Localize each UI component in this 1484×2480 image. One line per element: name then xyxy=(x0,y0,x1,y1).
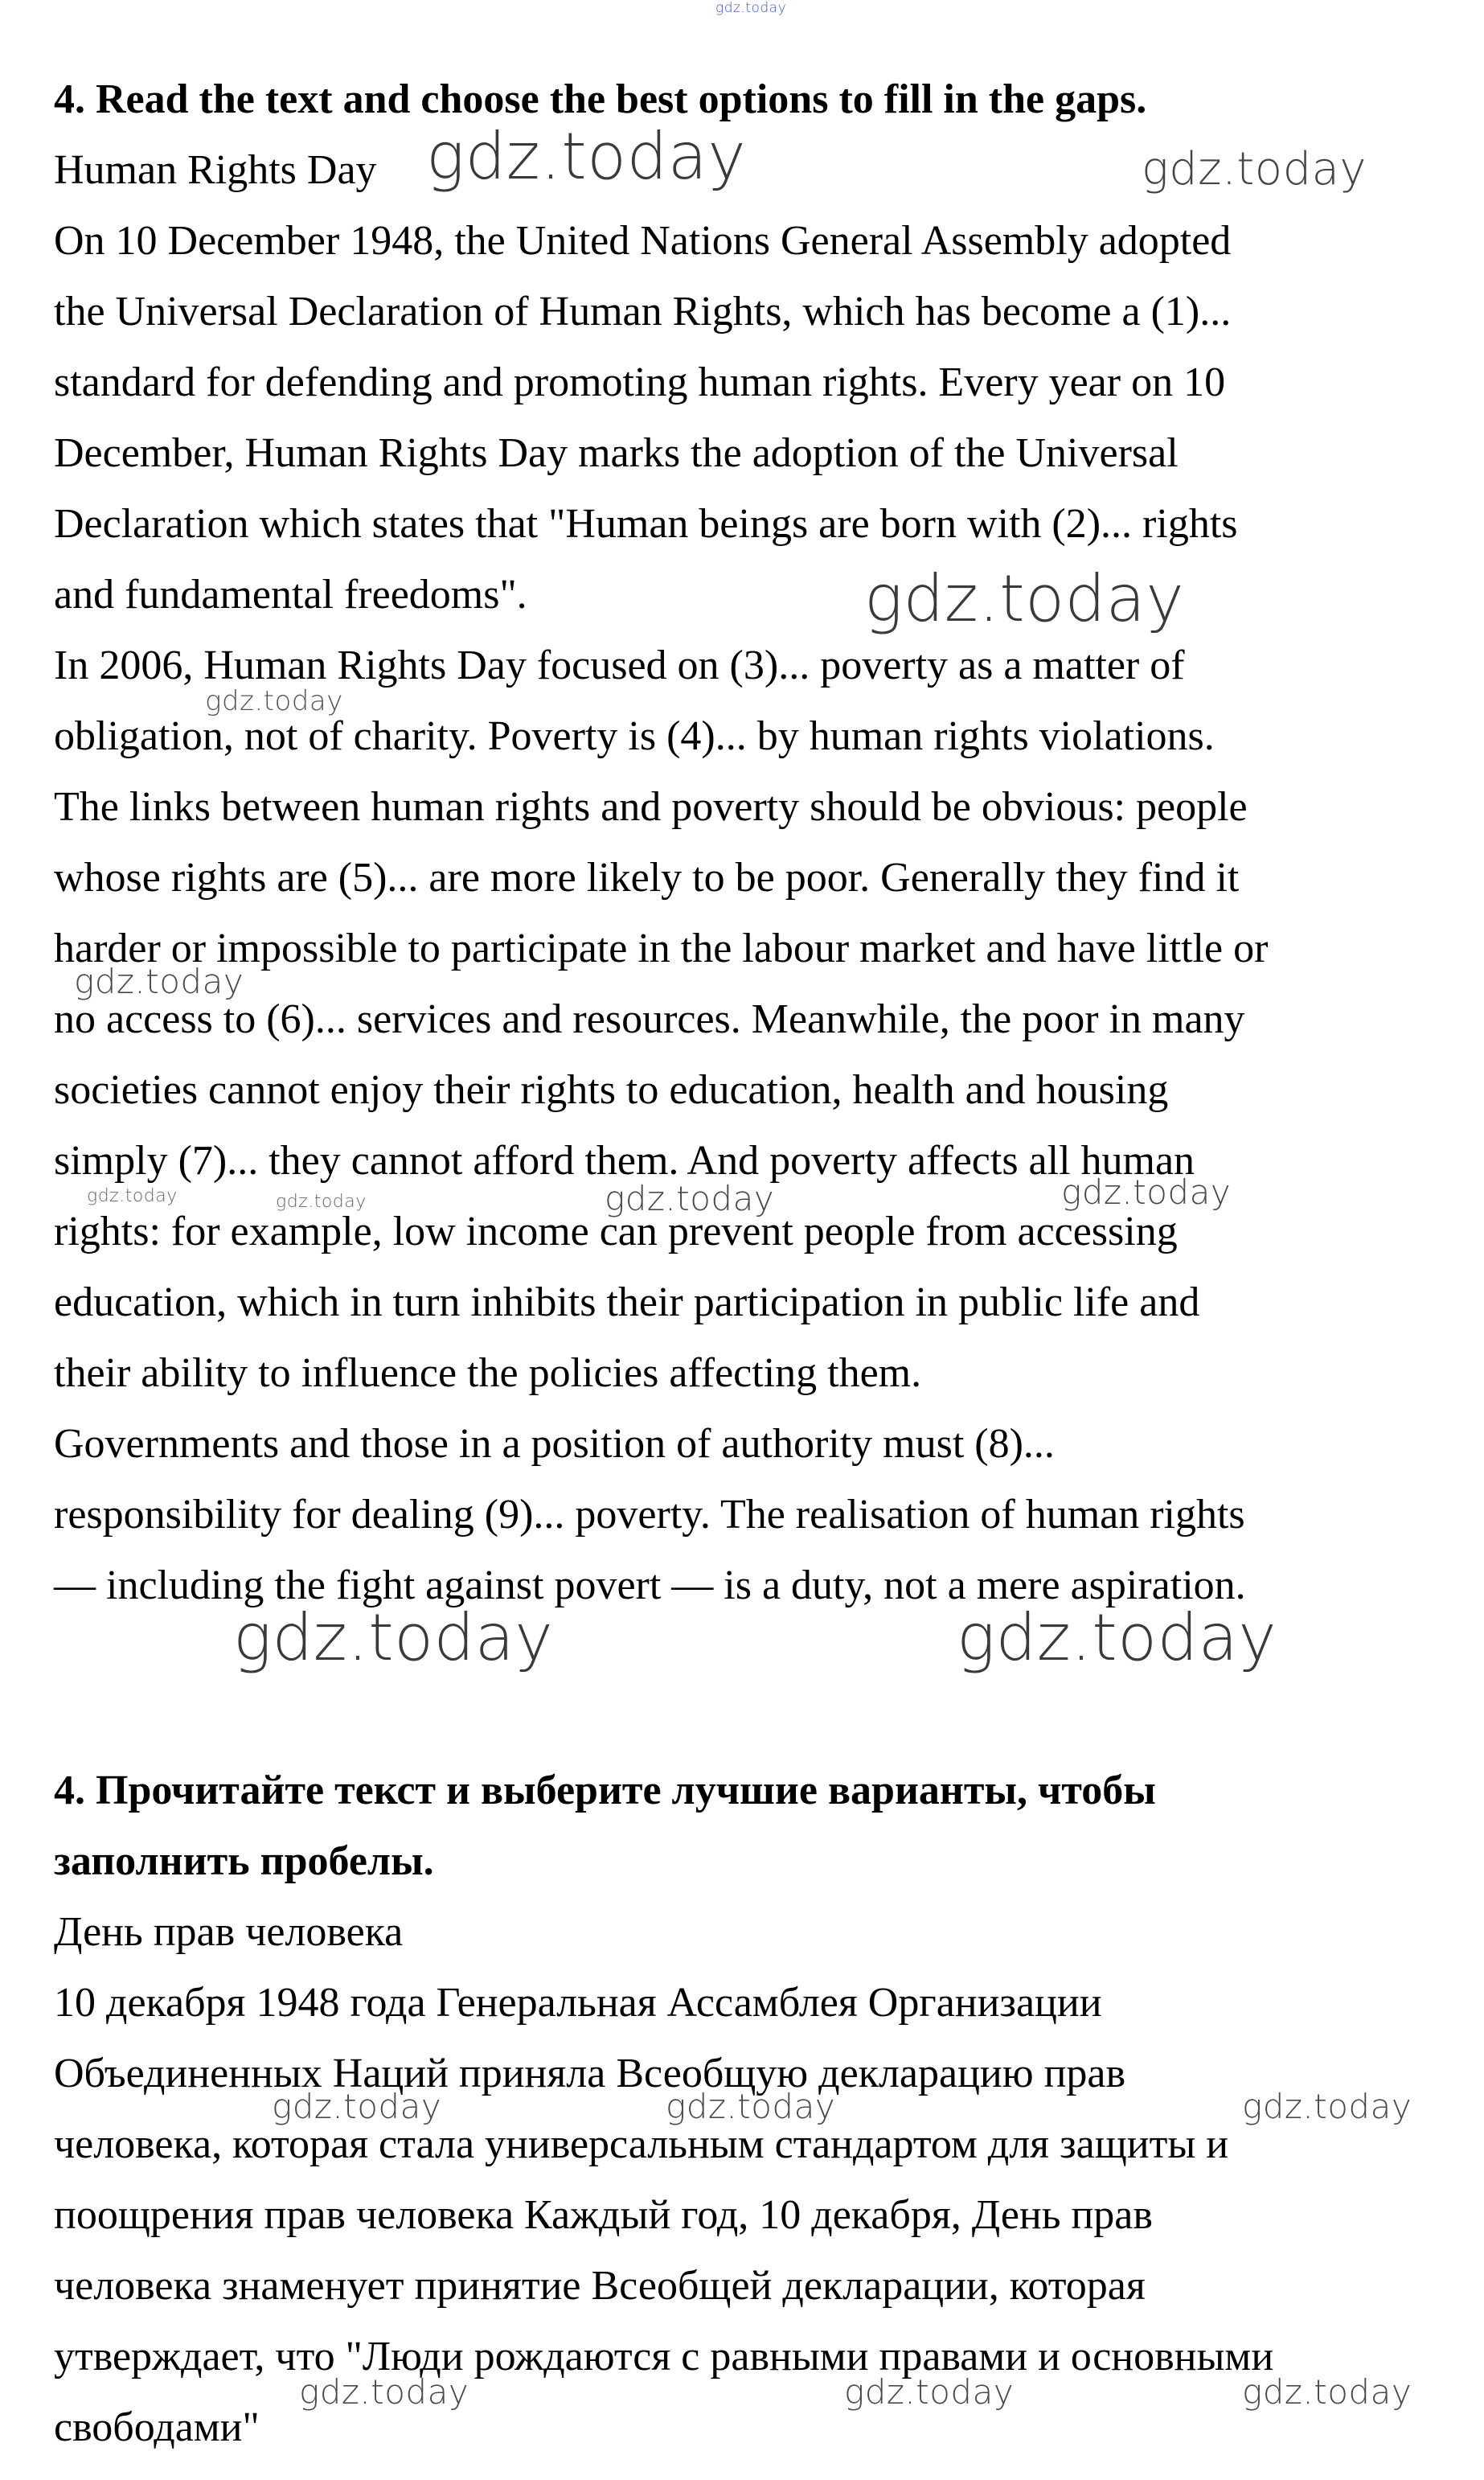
paragraph-line: simply (7)... they cannot afford them. And poverty affects all human xyxy=(54,1138,1195,1184)
watermark: gdz.today xyxy=(87,1186,178,1206)
watermark: gdz.today xyxy=(233,1600,554,1675)
text-title-ru: День прав человека xyxy=(54,1909,404,1955)
paragraph-line: and fundamental freedoms". xyxy=(54,572,527,618)
watermark: gdz.today xyxy=(1242,2372,1412,2412)
paragraph-line: свободами" xyxy=(54,2404,260,2450)
paragraph-line: The links between human rights and poverty should be obvious: people xyxy=(54,784,1248,830)
english-exercise xyxy=(54,64,1469,1621)
paragraph-line: Governments and those in a position of authority must (8)... xyxy=(54,1421,1055,1467)
paragraph-line: 10 декабря 1948 года Генеральная Ассамблея Организации xyxy=(54,1980,1102,2026)
paragraph-line: On 10 December 1948, the United Nations General Assembly adopted xyxy=(54,218,1232,264)
paragraph-line: societies cannot enjoy their rights to education, health and housing xyxy=(54,1067,1169,1113)
paragraph-line: education, which in turn inhibits their participation in public life and xyxy=(54,1279,1200,1325)
text-title-en: Human Rights Day xyxy=(54,147,377,193)
exercise-heading-ru-cont: заполнить пробелы. xyxy=(54,1838,434,1884)
watermark: gdz.today xyxy=(957,1600,1277,1675)
paragraph-line: their ability to influence the policies affecting them. xyxy=(54,1350,922,1396)
watermark: gdz.today xyxy=(1242,2087,1412,2126)
paragraph-line: человека знаменует принятие Всеобщей декларации, которая xyxy=(54,2263,1146,2309)
paragraph-line: the Universal Declaration of Human Rights, which has become a (1)... xyxy=(54,289,1232,335)
exercise-heading-en: 4. Read the text and choose the best options to fill in the gaps. xyxy=(54,76,1147,122)
paragraph-line: standard for defending and promoting human rights. Every year on 10 xyxy=(54,359,1226,405)
paragraph-line: Объединенных Наций приняла Всеобщую декларацию прав xyxy=(54,2051,1126,2096)
paragraph-line: поощрения прав человека Каждый год, 10 декабря, День прав xyxy=(54,2192,1153,2238)
paragraph-line: obligation, not of charity. Poverty is (4)... by human rights violations. xyxy=(54,713,1215,759)
watermark: gdz.today xyxy=(864,561,1185,636)
paragraph-line: no access to (6)... services and resources. Meanwhile, the poor in many xyxy=(54,996,1245,1042)
paragraph-line: harder or impossible to participate in the labour market and have little or xyxy=(54,926,1269,971)
exercise-heading-ru: 4. Прочитайте текст и выберите лучшие варианты, чтобы xyxy=(54,1768,1156,1813)
paragraph-line: responsibility for dealing (9)... poverty. The realisation of human rights xyxy=(54,1492,1245,1538)
watermark: gdz.today xyxy=(299,2372,469,2412)
watermark: gdz.today xyxy=(844,2372,1015,2412)
paragraph-line: December, Human Rights Day marks the adoption of the Universal xyxy=(54,430,1179,476)
paragraph-line: rights: for example, low income can prevent people from accessing xyxy=(54,1209,1178,1254)
watermark: gdz.today xyxy=(605,1179,775,1218)
watermark: gdz.today xyxy=(666,2087,836,2126)
watermark: gdz.today xyxy=(74,962,244,1001)
watermark: gdz.today xyxy=(715,0,787,16)
watermark: gdz.today xyxy=(272,2087,442,2126)
paragraph-line: утверждает, что "Люди рождаются с равными правами и основными xyxy=(54,2334,1274,2379)
watermark: gdz.today xyxy=(1142,143,1367,195)
paragraph-line: Declaration which states that "Human beings are born with (2)... rights xyxy=(54,501,1238,547)
paragraph-line: whose rights are (5)... are more likely to be poor. Generally they find it xyxy=(54,855,1240,901)
watermark: gdz.today xyxy=(276,1192,367,1212)
paragraph-line: — including the fight against povert — is a duty, not a mere aspiration. xyxy=(54,1562,1246,1608)
paragraph-line: In 2006, Human Rights Day focused on (3)... poverty as a matter of xyxy=(54,643,1185,688)
paragraph-line: человека, которая стала универсальным стандартом для защиты и xyxy=(54,2121,1229,2167)
watermark: gdz.today xyxy=(205,685,343,717)
watermark: gdz.today xyxy=(426,119,747,194)
watermark: gdz.today xyxy=(1061,1172,1232,1212)
